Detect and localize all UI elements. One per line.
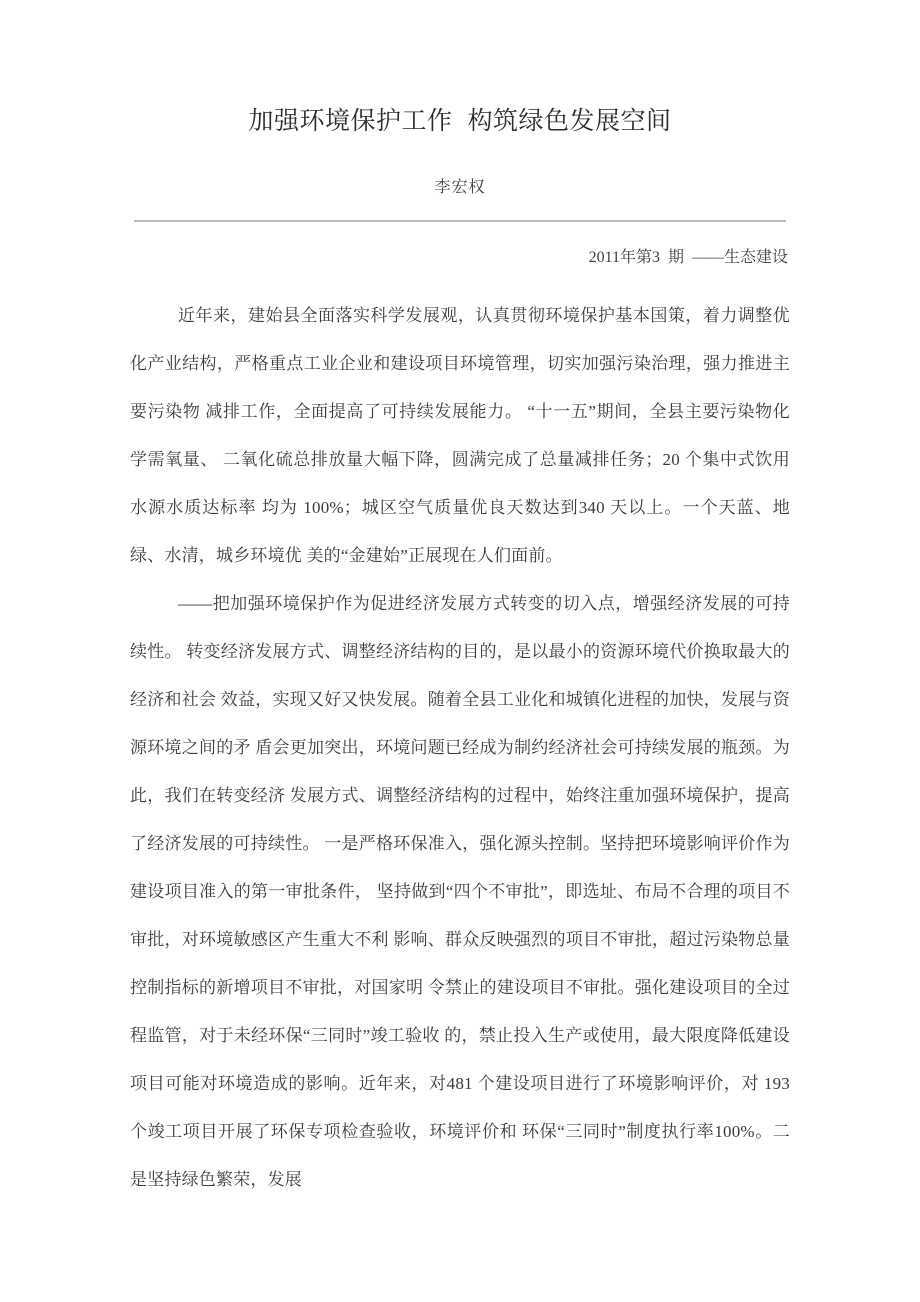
issue-info: 2011年第3 期 ——生态建设 [588,249,788,266]
document-body [130,270,790,1204]
document-content [130,0,790,1204]
page-title: 加强环境保护工作 构筑绿色发展空间 [248,107,672,135]
body-paragraph: 近年来，建始县全面落实科学发展观，认真贯彻环境保护基本国策，着力调整优化产业结构，严格重点工业企业和建设项目环境管理，切实加强污染治理，强力推进主要污染物 减排工作，全面提高了可持续发展能力。 “十一五”期间，全县主要污染物化学需氧量、 二氧化硫总排放量大幅下降，圆满完成了总量减排任务；20 个集中式饮用水源水质达标率 均为 100%；城区空气质量优良天数达到340 天以上。一个天蓝、地绿、水清，城乡环境优 美的“金建始”正展现在人们面前。 [130,306,790,565]
document-author: 李宏权 [434,179,486,196]
body-paragraph: ——把加强环境保护作为促进经济发展方式转变的切入点，增强经济发展的可持续性。 转变经济发展方式、调整经济结构的目的，是以最小的资源环境代价换取最大的经济和社会 效益，实现又好又快发展。随着全县工业化和城镇化进程的加快，发展与资源环境之间的矛 盾会更加突出，环境问题已经成为制约经济社会可持续发展的瓶颈。为此，我们在转变经济 发展方式、调整经济结构的过程中，始终注重加强环境保护，提高了经济发展的可持续性。 一是严格环保准入，强化源头控制。坚持把环境影响评价作为建设项目准入的第一审批条件， 坚持做到“四个不审批”，即选址、布局不合理的项目不审批，对环境敏感区产生重大不利 影响、群众反映强烈的项目不审批，超过污染物总量控制指标的新增项目不审批，对国家明 令禁止的建设项目不审批。强化建设项目的全过程监管，对于未经环保“三同时”竣工验收 的，禁止投入生产或使用，最大限度降低建设项目可能对环境造成的影响。近年来，对481 个建设项目进行了环境影响评价，对 193个竣工项目开展了环保专项检查验收，环境评价和 环保“三同时”制度执行率100%。二是坚持绿色繁荣，发展 [130,594,790,1189]
